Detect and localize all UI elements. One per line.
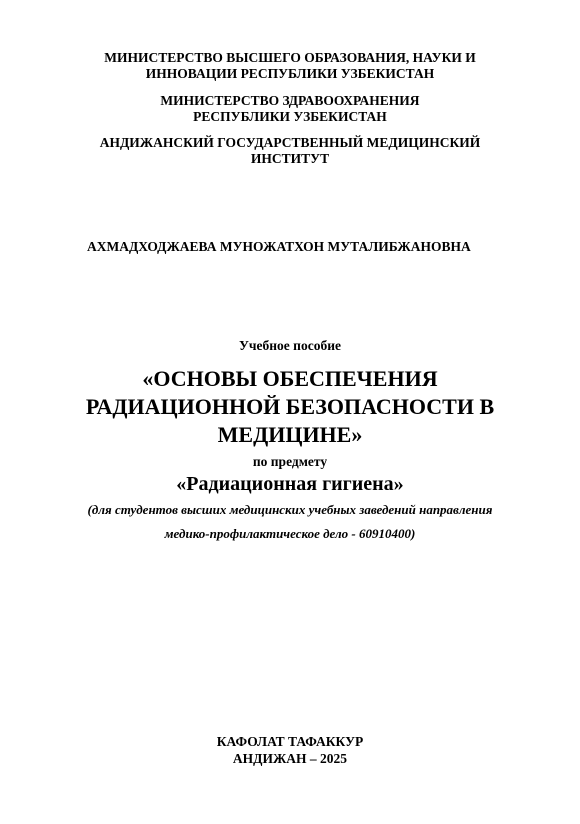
city-year: АНДИЖАН – 2025 <box>232 751 348 766</box>
ministry-health-line-2: РЕСПУБЛИКИ УЗБЕКИСТАН <box>193 109 387 124</box>
book-title-line-2: РАДИАЦИОННОЙ БЕЗОПАСНОСТИ В <box>85 394 495 419</box>
by-subject-label: по предмету <box>252 454 328 469</box>
author-name: АХМАДХОДЖАЕВА МУНОЖАТХОН МУТАЛИБЖАНОВНА <box>87 239 471 254</box>
institute-line-2: ИНСТИТУТ <box>250 151 330 166</box>
ministry-higher-education-line-2: ИННОВАЦИИ РЕСПУБЛИКИ УЗБЕКИСТАН <box>145 66 435 81</box>
publisher-name: КАФОЛАТ ТАФАККУР <box>216 734 364 749</box>
audience-note-line-2: медико-профилактическое дело - 60910400) <box>164 526 416 541</box>
book-title-line-3: МЕДИЦИНЕ» <box>217 422 363 447</box>
ministry-health-line-1: МИНИСТЕРСТВО ЗДРАВООХРАНЕНИЯ <box>160 93 420 108</box>
ministry-higher-education-line-1: МИНИСТЕРСТВО ВЫСШЕГО ОБРАЗОВАНИЯ, НАУКИ И <box>104 50 476 65</box>
publication-type: Учебное пособие <box>239 338 341 353</box>
book-title-line-1: «ОСНОВЫ ОБЕСПЕЧЕНИЯ <box>142 366 438 391</box>
institute-line-1: АНДИЖАНСКИЙ ГОСУДАРСТВЕННЫЙ МЕДИЦИНСКИЙ <box>99 135 481 150</box>
subject-name: «Радиационная гигиена» <box>176 473 404 495</box>
audience-note-line-1: (для студентов высших медицинских учебных заведений направления <box>87 502 493 517</box>
